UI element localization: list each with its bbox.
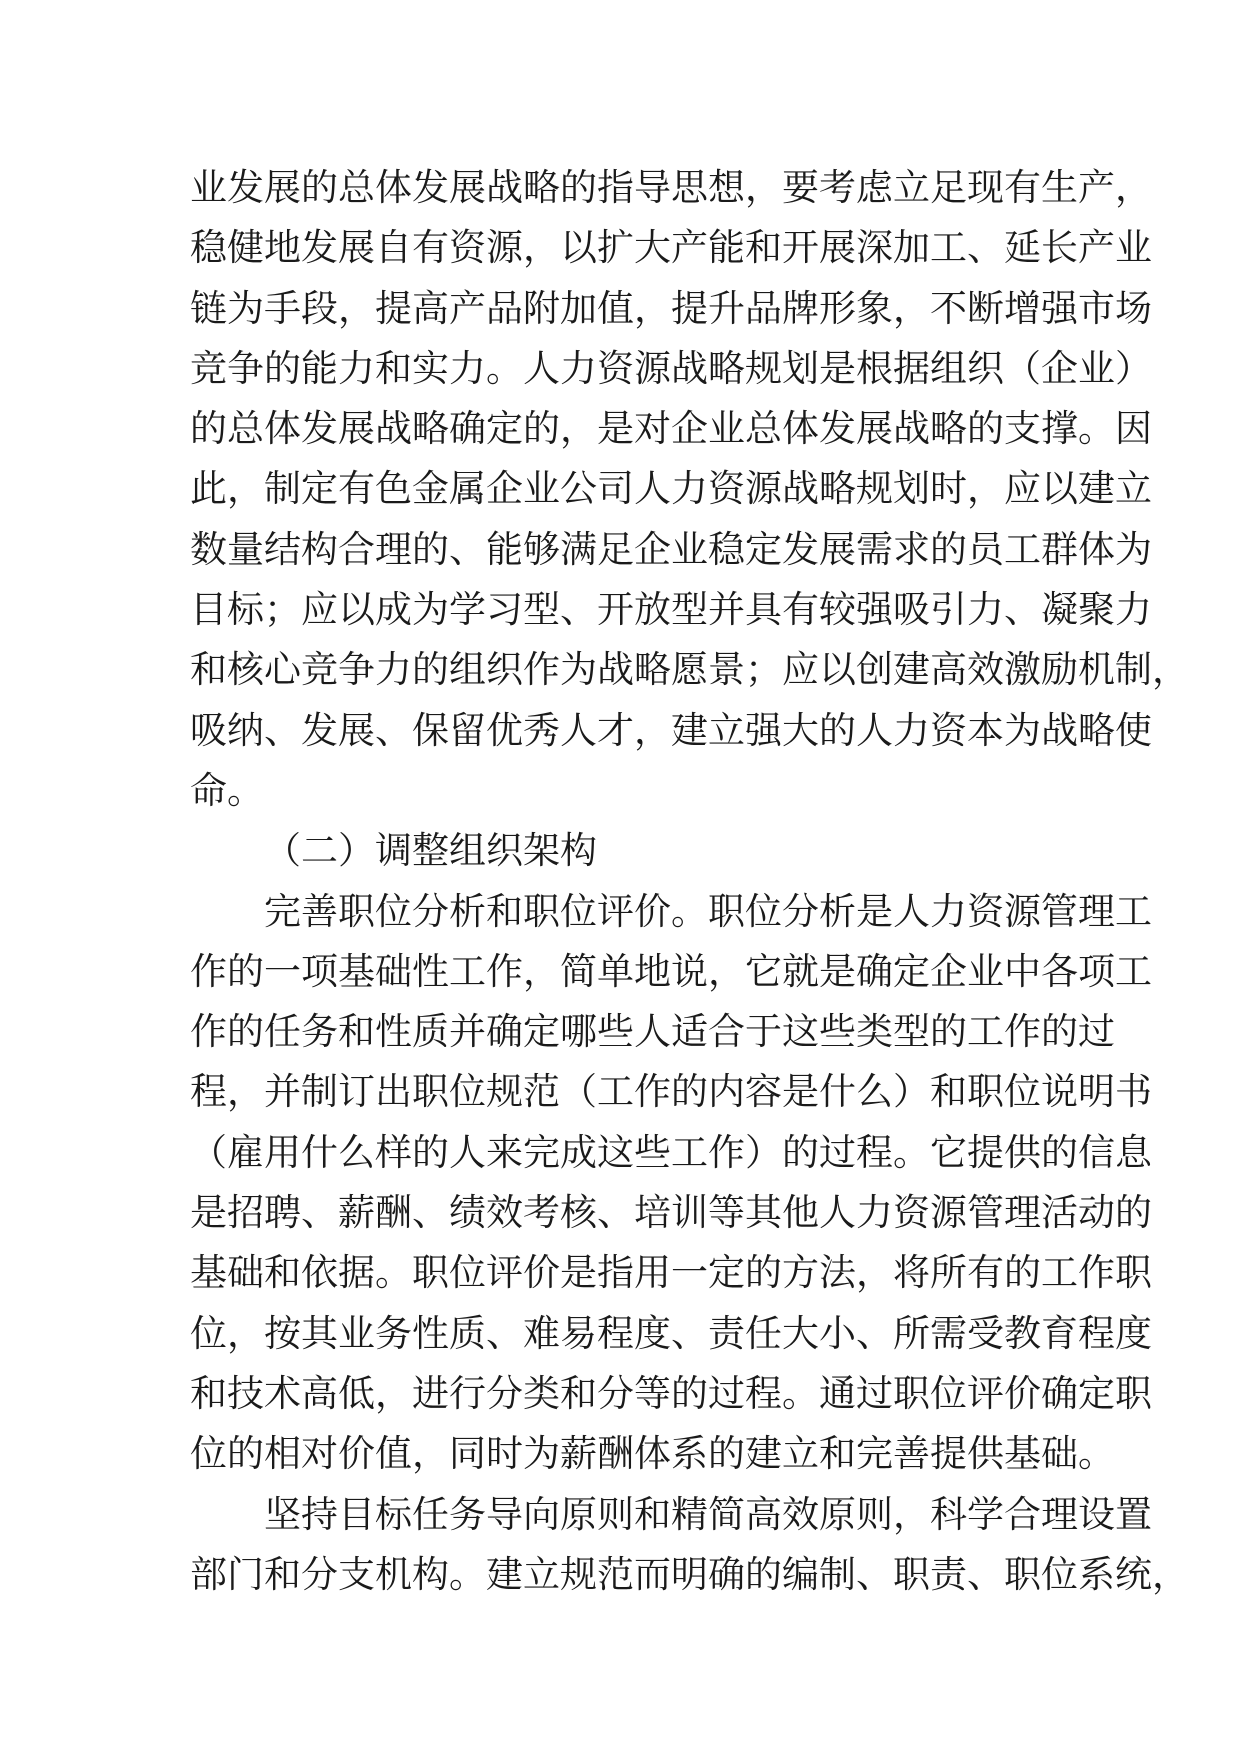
text-line: 是招聘、薪酬、绩效考核、培训等其他人力资源管理活动的	[190, 1191, 1152, 1235]
text-line: 的总体发展战略确定的，是对企业总体发展战略的支撑。因	[190, 407, 1152, 451]
text-line: 命。	[190, 768, 264, 812]
text-line: 业发展的总体发展战略的指导思想，要考虑立足现有生产，	[190, 166, 1152, 209]
text-line: 和核心竞争力的组织作为战略愿景；应以创建高效激励机制，	[190, 648, 1189, 692]
section-heading: （二）调整组织架构	[264, 829, 597, 873]
text-line: 位的相对价值，同时为薪酬体系的建立和完善提供基础。	[190, 1432, 1115, 1476]
text-line: 作的任务和性质并确定哪些人适合于这些类型的工作的过	[190, 1010, 1115, 1054]
text-line: 吸纳、发展、保留优秀人才，建立强大的人力资本为战略使	[190, 708, 1152, 752]
text-line: 部门和分支机构。建立规范而明确的编制、职责、职位系统，	[190, 1552, 1189, 1596]
text-line: 作的一项基础性工作，简单地说，它就是确定企业中各项工	[190, 949, 1152, 993]
text-line: 坚持目标任务导向原则和精简高效原则，科学合理设置	[264, 1492, 1152, 1536]
text-line: 和技术高低，进行分类和分等的过程。通过职位评价确定职	[190, 1371, 1152, 1415]
text-line: 数量结构合理的、能够满足企业稳定发展需求的员工群体为	[190, 527, 1152, 571]
text-line: 位，按其业务性质、难易程度、责任大小、所需受教育程度	[190, 1311, 1152, 1355]
text-line: 基础和依据。职位评价是指用一定的方法，将所有的工作职	[190, 1251, 1152, 1295]
text-line: 程，并制订出职位规范（工作的内容是什么）和职位说明书	[190, 1070, 1152, 1114]
text-line: 链为手段，提高产品附加值，提升品牌形象，不断增强市场	[190, 286, 1152, 330]
text-line: 此，制定有色金属企业公司人力资源战略规划时，应以建立	[190, 467, 1152, 511]
text-line: 竞争的能力和实力。人力资源战略规划是根据组织（企业）	[190, 346, 1152, 390]
document-body	[190, 158, 1189, 1605]
text-line: （雇用什么样的人来完成这些工作）的过程。它提供的信息	[190, 1130, 1152, 1174]
text-line: 稳健地发展自有资源，以扩大产能和开展深加工、延长产业	[190, 226, 1152, 270]
text-line: 完善职位分析和职位评价。职位分析是人力资源管理工	[264, 889, 1152, 933]
text-line: 目标；应以成为学习型、开放型并具有较强吸引力、凝聚力	[190, 588, 1152, 632]
